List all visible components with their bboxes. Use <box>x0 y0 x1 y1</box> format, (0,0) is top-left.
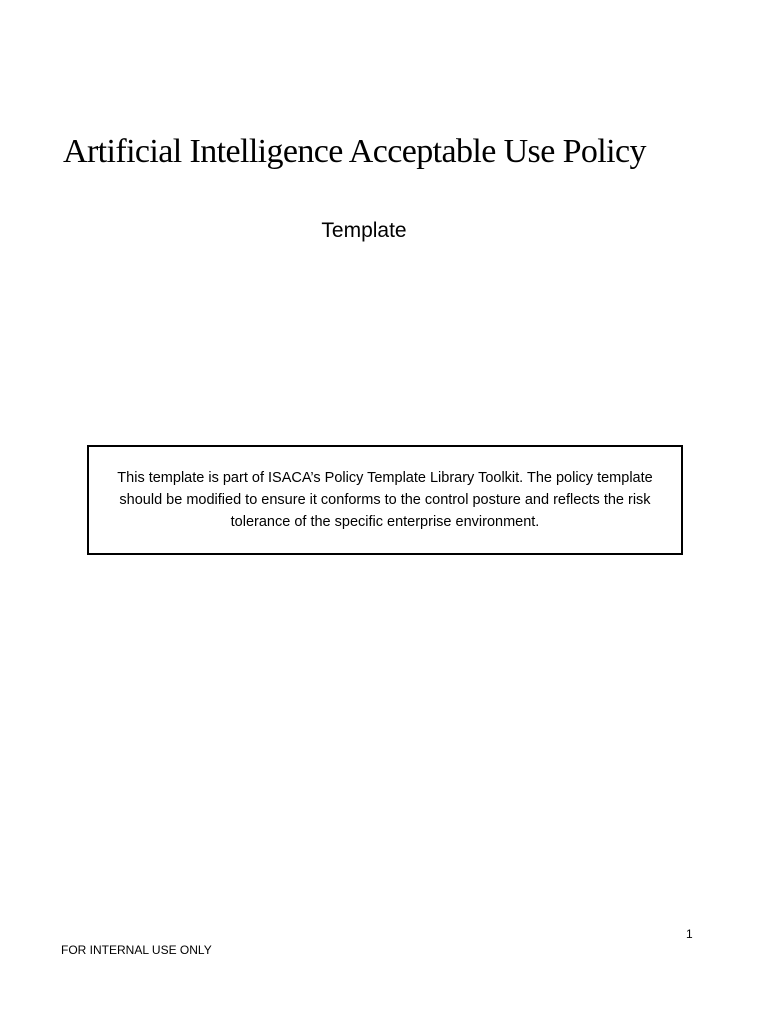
notice-box <box>87 445 683 555</box>
notice-text: This template is part of ISACA’s Policy Template Library Toolkit. The policy template should be modified to ensure it conforms to the control posture and reflects the risk tolerance of the specific enterprise environment. <box>117 470 653 530</box>
page-number: 1 <box>686 927 693 941</box>
footer-classification: FOR INTERNAL USE ONLY <box>61 943 212 957</box>
document-subtitle: Template <box>321 219 407 242</box>
document-title: Artificial Intelligence Acceptable Use Policy <box>63 133 646 170</box>
